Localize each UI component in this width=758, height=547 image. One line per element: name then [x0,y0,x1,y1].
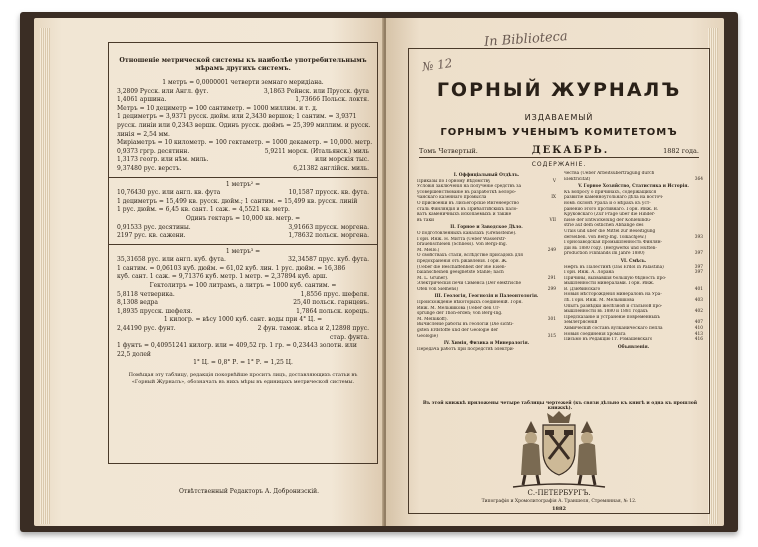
book [20,12,738,532]
issue-meta [419,145,699,156]
contents-entry-title: nisse der Entwickelung der Kohlenindu- [564,217,652,223]
contents-entry-title: M. Mello.) [417,247,440,253]
table-cell-left: 0,91533 рус. десятины. [117,223,191,231]
handwritten-number: № 12 [421,55,454,75]
contents-entry-title: сталь Финляндія и въ Прибалтійскихъ пало- [417,206,518,212]
table-cell-right: или морскія тыс. [315,156,369,164]
table-line: куб. сант. 1 саж. = 9,71376 куб. метр. 1 метр. = 2,37894 куб. арш. [117,273,328,281]
contents-entry [417,287,556,293]
contents-entry-title: balanscheinen geeignetste Stahle; nach [417,270,504,276]
table-cell-left: 1,3173 геогр. или нѣм. миль. [117,156,209,164]
contents-entry-title: Новыя мѣсторожденія минераловъ на Ура- [564,292,662,298]
table-line: Миріаметръ = 10 километр. = 100 гектаметр. = 1000 декаметр. = 10,000. метр. [117,139,373,147]
table-cell-left: 5,8118 четверика. [117,290,175,298]
contents-entry-title: Къ вопросу о причинахъ, содержащихся [564,189,657,195]
contents-entry-title: brauenschleien (Schliess). Von Bergi-Ing. [417,242,508,248]
table-line-centered: Гектолитръ = 100 литрамъ, а литръ = 1000 куб. сантим. = [149,282,337,290]
plates-footnote: Въ этой книжкѣ приложены четыре таблицы чертежей (къ связи дѣльно къ книгѣ и одна къ прошлой книжкѣ). [422,401,698,411]
year-label: 1882 года. [663,147,699,155]
table-cell-left: 1,4061 аршина. [117,96,167,104]
contents-page-number: 315 [547,333,556,339]
contents-entry-title: Письмо въ Редакцію Гг. Ромашевскаго [564,337,653,343]
table-cell-right: 3,1863 Рейнск. или Прусск. фута [263,87,369,95]
contents-entry-title: О подготовленныхъ каналахъ (Grenssteine). [417,230,517,236]
contents-entry-title: Электрическія печи Сименса (Der elektrische [417,281,522,287]
table-row [109,291,377,300]
table-row [109,96,377,105]
published-by: ИЗДАВАЕМЫЙ [524,113,594,122]
contents-page-number: 416 [694,337,703,343]
contents-page-number: 410 [694,326,703,332]
table-row [109,232,377,241]
contents-entry-title: Urals und über die Mittel zur Beseitigung [564,228,656,234]
committee-name: ГОРНЫМЪ УЧЕНЫМЪ КОМИТЕТОМЪ [440,127,678,138]
table-divider [109,177,377,178]
contents-page-number: 301 [547,316,556,322]
contents-entry-title: развитіе каменноугольнаго дѣла на восточ- [564,195,664,201]
table-line: 1 рус. дюйм. = 6,45 кв. сант. 1 саж. = 4,5521 кв. метр. [117,206,290,214]
contents-entry-title: Elektricität) [564,176,591,182]
table-line-centered: 1 метръ³ = [225,247,261,255]
contents-section-heading: II. Горное и Заводское Дѣло. [450,225,523,231]
table-line-centered: 1 килогр. = вѣсу 1000 куб. сант. воды при 4° Ц. = [163,316,323,324]
contents-entry-title: derselben. von Berg-Ing. Tolkachjew.) [564,234,647,240]
emblem-ground [513,484,605,487]
table-cell-left: 2197 рус. кв. сажени. [117,232,186,240]
table-cell-left: 0,9373 гргр. десятинн. [117,147,190,155]
table-cell-left: 10,76430 рус. или англ. кв. фута [117,189,221,197]
contents-entry-title: sprunge der Thon-erden; von Berg-Ing. [417,311,503,317]
contents-entry-title: В. Дзюбинскаго [564,286,601,292]
contents-entry-title: Причины, вызвавшія большую бѣдность про- [564,275,667,281]
table-cell-left: 1,8935 прусск. шефеля. [117,307,193,315]
contents-page-number: 299 [547,286,556,292]
table-line: русск. линіи или 0,2343 вершк. Одинъ русск. дюймъ = 25,399 миллим. и русск. [117,121,371,129]
contents-section-heading: VI. Смѣсь. [620,258,647,264]
table-row [109,299,377,308]
contents-entry-title: Опытъ развѣдки желѣзной и стальной про- [564,303,663,309]
table-title [109,57,377,73]
mining-emblem-icon [499,411,619,493]
contents-entry-title: предохраненія отъ ржавленія. Горн. Ж. [417,258,508,264]
contents-section-heading: III. Геологія, Геогнозія и Палеонтологія. [434,294,539,300]
crown-icon [547,411,571,423]
contents-page-number: IX [551,195,556,201]
contents-page-number: 249 [547,247,556,253]
contents-page-number: 397 [694,251,703,257]
table-line: Метръ = 10 дециметр = 100 сантиметр. = 1000 миллим. и т. д. [117,104,318,112]
table-cell-right: 1,7864 польск. корецъ. [296,307,369,315]
responsible-editor: Отвѣтственный Редакторъ А. Добронизскій. [178,488,320,495]
contents-page-number: 291 [547,275,556,281]
contents-entry-title: Круковскаго (Zur Frage über die Hinder- [564,212,656,218]
contents-entry-title: О свойствахъ стали, вслѣдствіе присадокъ для [417,253,523,259]
table-line: линія = 2,54 мм. [117,130,170,138]
contents-page-number: 393 [694,234,703,240]
right-gnome-figure [577,421,597,485]
table-line: 1 дециметръ = 3,9371 русск. дюйм. или 2,3430 вершок; 1 сантим. = 3,9371 [117,113,357,121]
contents-entry-title: номъ склонѣ Урала и о мѣрахъ къ уст- [564,200,651,206]
table-line: 1 дециметръ = 15,499 кв. русск. дюйм.; 1 сантим. = 15,499 кв. русск. линій [117,197,358,205]
meta-rule [419,157,699,158]
contents-page-number: 403 [694,298,703,304]
contents-entry-title: Условія заключенія на полученіе средствъ за [417,184,522,190]
contents-entry-title: gsten Erdstoffe und der Geologie der [417,328,499,334]
contents-entry-title: Предсказаніе и устраненіе повременныхъ [564,314,661,320]
table-cell-right: 5,9211 морск. (Итальянск.) миль [264,147,369,155]
contents-entry [417,218,556,224]
contents-entry [564,337,703,343]
contents-entry-title: Горн. Инж. Н. Митта (Ueber Wasserstr- [417,236,507,242]
table-cell-right: 1,8556 прус. шефеля. [300,290,369,298]
table-row [109,308,377,317]
right-page [386,18,724,526]
contents-entry-title: мышленности въ 1880 и 1881 годахъ [564,309,648,315]
contents-entry-title: (Ueber die Beschaffenheit der Bie Eisen- [417,264,507,270]
left-page-edges [40,28,50,524]
conversion-table-frame [108,42,378,464]
editorial-note: Помѣщая эту таблицу, редакція покорнѣйше проситъ лицъ, доставляющихъ статьи въ «Горный Журналъ», обозначать въ нихъ мѣры въ единицахъ метрической системы. [128,372,358,385]
contents-section-heading: IV. Химія, Физика и Минералогія. [443,341,530,347]
volume-label: Томъ Четвертый. [419,147,478,155]
conversion-table-body [109,79,377,368]
contents-entry-title: Горнозаводская промышленность Финлян- [564,240,663,246]
contents-entry [417,334,556,340]
contents-entry-title: Новыя соединенія хромата [564,331,626,337]
contents-entry-title: чества (Ueber Arbeitsübertragung durch [564,171,655,176]
contents-entry-title: Происхожденіе нѣкоторыхъ соединеній. Горн. [417,300,523,306]
contents-entry-title: production Finnlands im Jahre 1880) [564,251,645,257]
contents-entry-title: strie auf dem östlichen Abhange des [564,223,644,229]
table-cell-right: 1,78632 польск. моргена. [288,232,369,240]
contents-heading: СОДЕРЖАНІЕ. [531,161,587,168]
contents-entry-title: Приказы по Горному Вѣдомству [417,178,491,184]
contents-entry-title: Вычисленіе работы въ геологіи (Die sichti- [417,322,514,328]
contents-section-heading: I. Оффиціальный Отдѣлъ. [453,173,520,178]
contents-entry-title: О присвоеніи въ Лисьегорскіе Ингенеерство [417,200,519,206]
table-row [109,165,377,174]
printer-line: Типографія и Хромолитографія А. Траншеля, Стремянная, № 12. [481,499,637,504]
contents-entry-title: въ таки [417,217,435,223]
handwritten-library-note: In Biblioteca [483,29,569,50]
contents-entry-title: Передача работъ при посредствѣ электри- [417,346,515,352]
city-name: С.-ПЕТЕРБУРГЪ. [527,489,591,497]
table-line-centered: Одинъ гектаръ = 10,000 кв. метр. = [185,214,301,222]
contents-entry-title: усовершенствованіе въ разработкѣ Белоро- [417,189,517,195]
table-cell-left: 3,2809 Русск. или Англ. фут. [117,87,209,95]
contents-page-number: 401 [694,286,703,292]
table-row [109,189,377,198]
contents-entry [417,347,556,353]
table-row [109,325,377,334]
table-line: 1 сантим. = 0,06103 куб. дюйм. = 61,02 куб. лин. 1 рус. дюйм. = 16,386 [117,264,346,272]
left-page [34,18,384,526]
journal-title: ГОРНЫЙ ЖУРНАЛЪ [436,79,682,101]
contents-entry-title: Geologie) [417,333,438,339]
table-cell-left: 35,31658 рус. или англ. куб. фута. [117,256,226,264]
table-cell-right: 2 фун. тамож. вѣса и 2,12898 прус. [257,325,369,333]
contents-entry [564,251,703,257]
contents-page-number: 364 [694,176,703,182]
contents-entry-title: ватъ каменичныхъ ископаемыхъ и также [417,212,512,218]
contents-entry-title: Нефть въ Палестинѣ (Das Erdöl in Palästina) [564,264,664,270]
table-row [109,88,377,97]
contents-page-number: 397 [694,264,703,270]
contents-page-number: 402 [694,309,703,315]
table-line-centered: 1° Ц. = 0,8° Р. = 1° Р. = 1,25 Ц. [193,359,293,367]
contents-page-number: 397 [694,270,703,276]
contents-page-number: 407 [694,320,703,326]
contents-page-number: 413 [694,331,703,337]
contents-column-2 [564,171,703,417]
table-line: 22,5 долей [117,350,151,358]
table-title-line-1: Отношеніе метрической системы къ наиболѣе употребительнымъ [119,57,367,64]
contents-entry-title: M. Melnikoff). [417,316,448,322]
contents-entry [564,177,703,183]
table-row [109,334,377,343]
table-row [109,148,377,157]
contents-page-number: V [552,178,556,184]
publication-year: 1882 [552,506,566,512]
contents-entry-title: мышленности минералами. Горн. Инж. [564,281,655,287]
table-cell-right: 6,21382 англійск. миль. [293,164,369,172]
table-cell-right: 32,34587 прус. куб. фута. [288,256,369,264]
contents-entry-title: Ofen von Siemens) [417,286,459,292]
contents-column-1 [417,171,556,417]
contents-entry-title: Горн. Инж. А. Лорана [564,270,614,276]
contents-entry-title: раненію этого противнаго. Горн. Инж. В. [564,206,659,212]
table-row [109,256,377,265]
table-divider [109,244,377,245]
table-cell-right: 1,73666 Польск. локтя. [295,96,369,104]
table-cell-right: стар. фунта. [330,333,369,341]
table-cell-right: 3,91663 прусск. моргена. [288,223,369,231]
table-cell-left: 2,44190 рус. фунт. [117,325,176,333]
table-cell-right: 10,1587 прусск. кв. фута. [288,189,369,197]
contents-entry-title: Химическій составъ вулканическаго пепла [564,326,663,332]
contents-entry-title: M. L. Grüner). [417,275,449,281]
contents-page-number: VII [549,217,556,223]
contents-entry-title: Инж. М. Мельникова (Ueber den Ur- [417,305,500,311]
month-label: ДЕКАБРЬ. [531,145,610,156]
table-row [109,224,377,233]
table-line: 1 фунтъ = 0,40951241 килогр. или = 409,52 гр. 1 гр. = 0,23443 золотн. или [117,342,357,350]
contents-entry-title: діи въ 1880 году. (Bergwerks und Hütten- [564,245,657,251]
contents-entry-title: землетрясеній [564,320,598,326]
table-title-line-2: мѣрамъ другихъ системъ. [195,65,291,72]
contents-columns [417,171,703,417]
table-line-centered: 1 метръ = 0,0000001 четверти земнаго меридіана. [162,79,324,86]
contents-section-heading: Объявленія. [617,344,650,350]
table-line-centered: 1 метръ² = [225,180,261,188]
table-cell-left: 8,1308 ведра [117,299,158,307]
contents-entry-title: лѣ. Горн. Инж. М. Мельникова [564,298,635,304]
table-row [109,156,377,165]
contents-section-heading: V. Горное Хозяйство, Статистика и Исторія. [578,184,689,190]
table-cell-right: 25,40 польск. гарнцевъ. [293,299,369,307]
left-gnome-figure [521,421,541,485]
contents-entry-title: чанскаго казеннаго промысла [417,195,487,201]
table-cell-left: 9,37480 рус. верстъ. [117,164,182,172]
title-page-frame [408,48,710,514]
